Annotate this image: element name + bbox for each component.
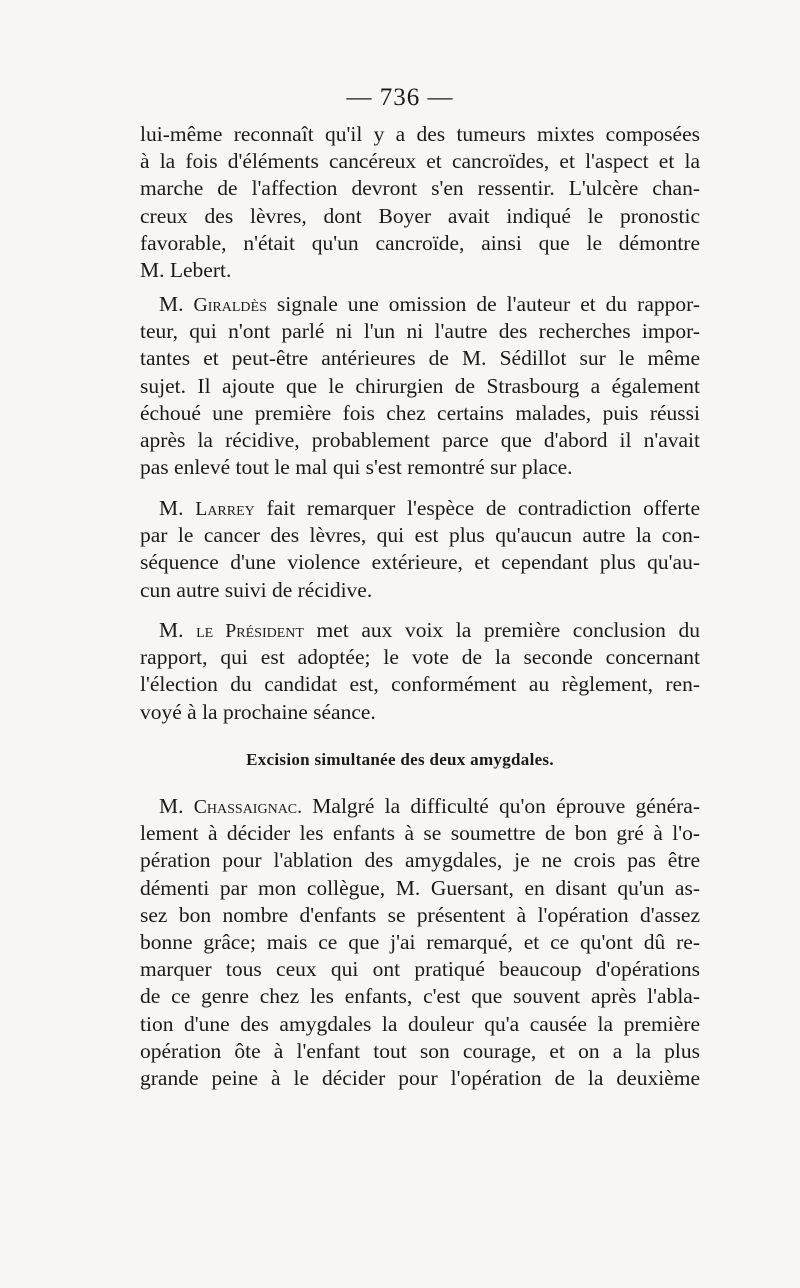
paragraph-president xyxy=(140,617,700,726)
text-line: pération pour l'ablation des amygdales, je ne crois pas être xyxy=(140,848,700,873)
text-line: voyé à la prochaine séance. xyxy=(140,699,376,724)
text-line: teur, qui n'ont parlé ni l'un ni l'autre des recherches impor- xyxy=(140,319,700,344)
text-line: grande peine à le décider pour l'opération de la deuxième xyxy=(140,1065,700,1090)
paragraph-larrey xyxy=(140,495,700,604)
line-text: met aux voix la première conclusion du xyxy=(303,618,700,642)
line-text: signale une omission de l'auteur et du rappor- xyxy=(266,292,701,316)
text-line: pas enlevé tout le mal qui s'est remontré sur place. xyxy=(140,455,573,480)
speaker-name: Chassaignac. xyxy=(193,796,303,818)
paragraph-giraldes xyxy=(140,291,700,481)
paragraph-chassaignac xyxy=(140,793,700,1092)
section-heading: Excision simultanée des deux amygdales. xyxy=(246,750,554,769)
speaker-name: Larrey xyxy=(195,498,255,520)
text-line: de ce genre chez les enfants, c'est que souvent après l'abla- xyxy=(140,984,700,1009)
text-line: séquence d'une violence extérieure, et cependant plus qu'au- xyxy=(140,550,700,575)
line-text: fait remarquer l'espèce de contradiction offerte xyxy=(254,496,700,520)
text-line: lement à décider les enfants à se soumettre de bon gré à l'o- xyxy=(140,821,700,846)
speaker-name: le Président xyxy=(196,620,304,642)
page-number: — 736 — xyxy=(346,84,454,111)
text-line xyxy=(140,495,700,522)
text-line: échoué une première fois chez certains malades, puis réussi xyxy=(140,400,700,425)
text-line: démenti par mon collègue, M. Guersant, en disant qu'un as- xyxy=(140,875,700,900)
text-line: l'élection du candidat est, conformément au règlement, ren- xyxy=(140,672,700,697)
text-line: bonne grâce; mais ce que j'ai remarqué, et ce qu'ont dû re- xyxy=(140,929,700,954)
speaker-name: Giraldès xyxy=(193,294,267,316)
text-line: à la fois d'éléments cancéreux et cancroïdes, et l'aspect et la xyxy=(140,149,700,174)
text-line: par le cancer des lèvres, qui est plus qu'aucun autre la con- xyxy=(140,523,700,548)
speaker-prefix: M. xyxy=(159,496,196,520)
text-line: cun autre suivi de récidive. xyxy=(140,577,373,602)
paragraph-1 xyxy=(140,121,700,284)
text-line: après la récidive, probablement parce que d'abord il n'avait xyxy=(140,427,700,452)
line-text: Malgré la difficulté qu'on éprouve généra- xyxy=(302,794,700,818)
text-line: tion d'une des amygdales la douleur qu'a causée la première xyxy=(140,1011,700,1036)
text-line: marquer tous ceux qui ont pratiqué beaucoup d'opérations xyxy=(140,957,700,982)
speaker-prefix: M. xyxy=(159,618,197,642)
text-line: tantes et peut-être antérieures de M. Sédillot sur le même xyxy=(140,346,700,371)
text-line: rapport, qui est adoptée; le vote de la seconde concernant xyxy=(140,645,700,670)
text-line: marche de l'affection devront s'en ressentir. L'ulcère chan- xyxy=(140,176,700,201)
text-line xyxy=(140,617,700,644)
speaker-prefix: M. xyxy=(159,794,194,818)
text-line: creux des lèvres, dont Boyer avait indiqué le pronostic xyxy=(140,203,700,228)
text-line: M. Lebert. xyxy=(140,257,232,282)
text-line: lui-même reconnaît qu'il y a des tumeurs mixtes composées xyxy=(140,122,700,146)
text-line: favorable, n'était qu'un cancroïde, ainsi que le démontre xyxy=(140,230,700,255)
text-line xyxy=(140,793,700,820)
speaker-prefix: M. xyxy=(159,292,194,316)
text-line: opération ôte à l'enfant tout son courage, et on a la plus xyxy=(140,1038,700,1063)
text-line: sujet. Il ajoute que le chirurgien de Strasbourg a également xyxy=(140,373,700,398)
text-line xyxy=(140,291,700,318)
text-line: sez bon nombre d'enfants se présentent à l'opération d'assez xyxy=(140,902,700,927)
